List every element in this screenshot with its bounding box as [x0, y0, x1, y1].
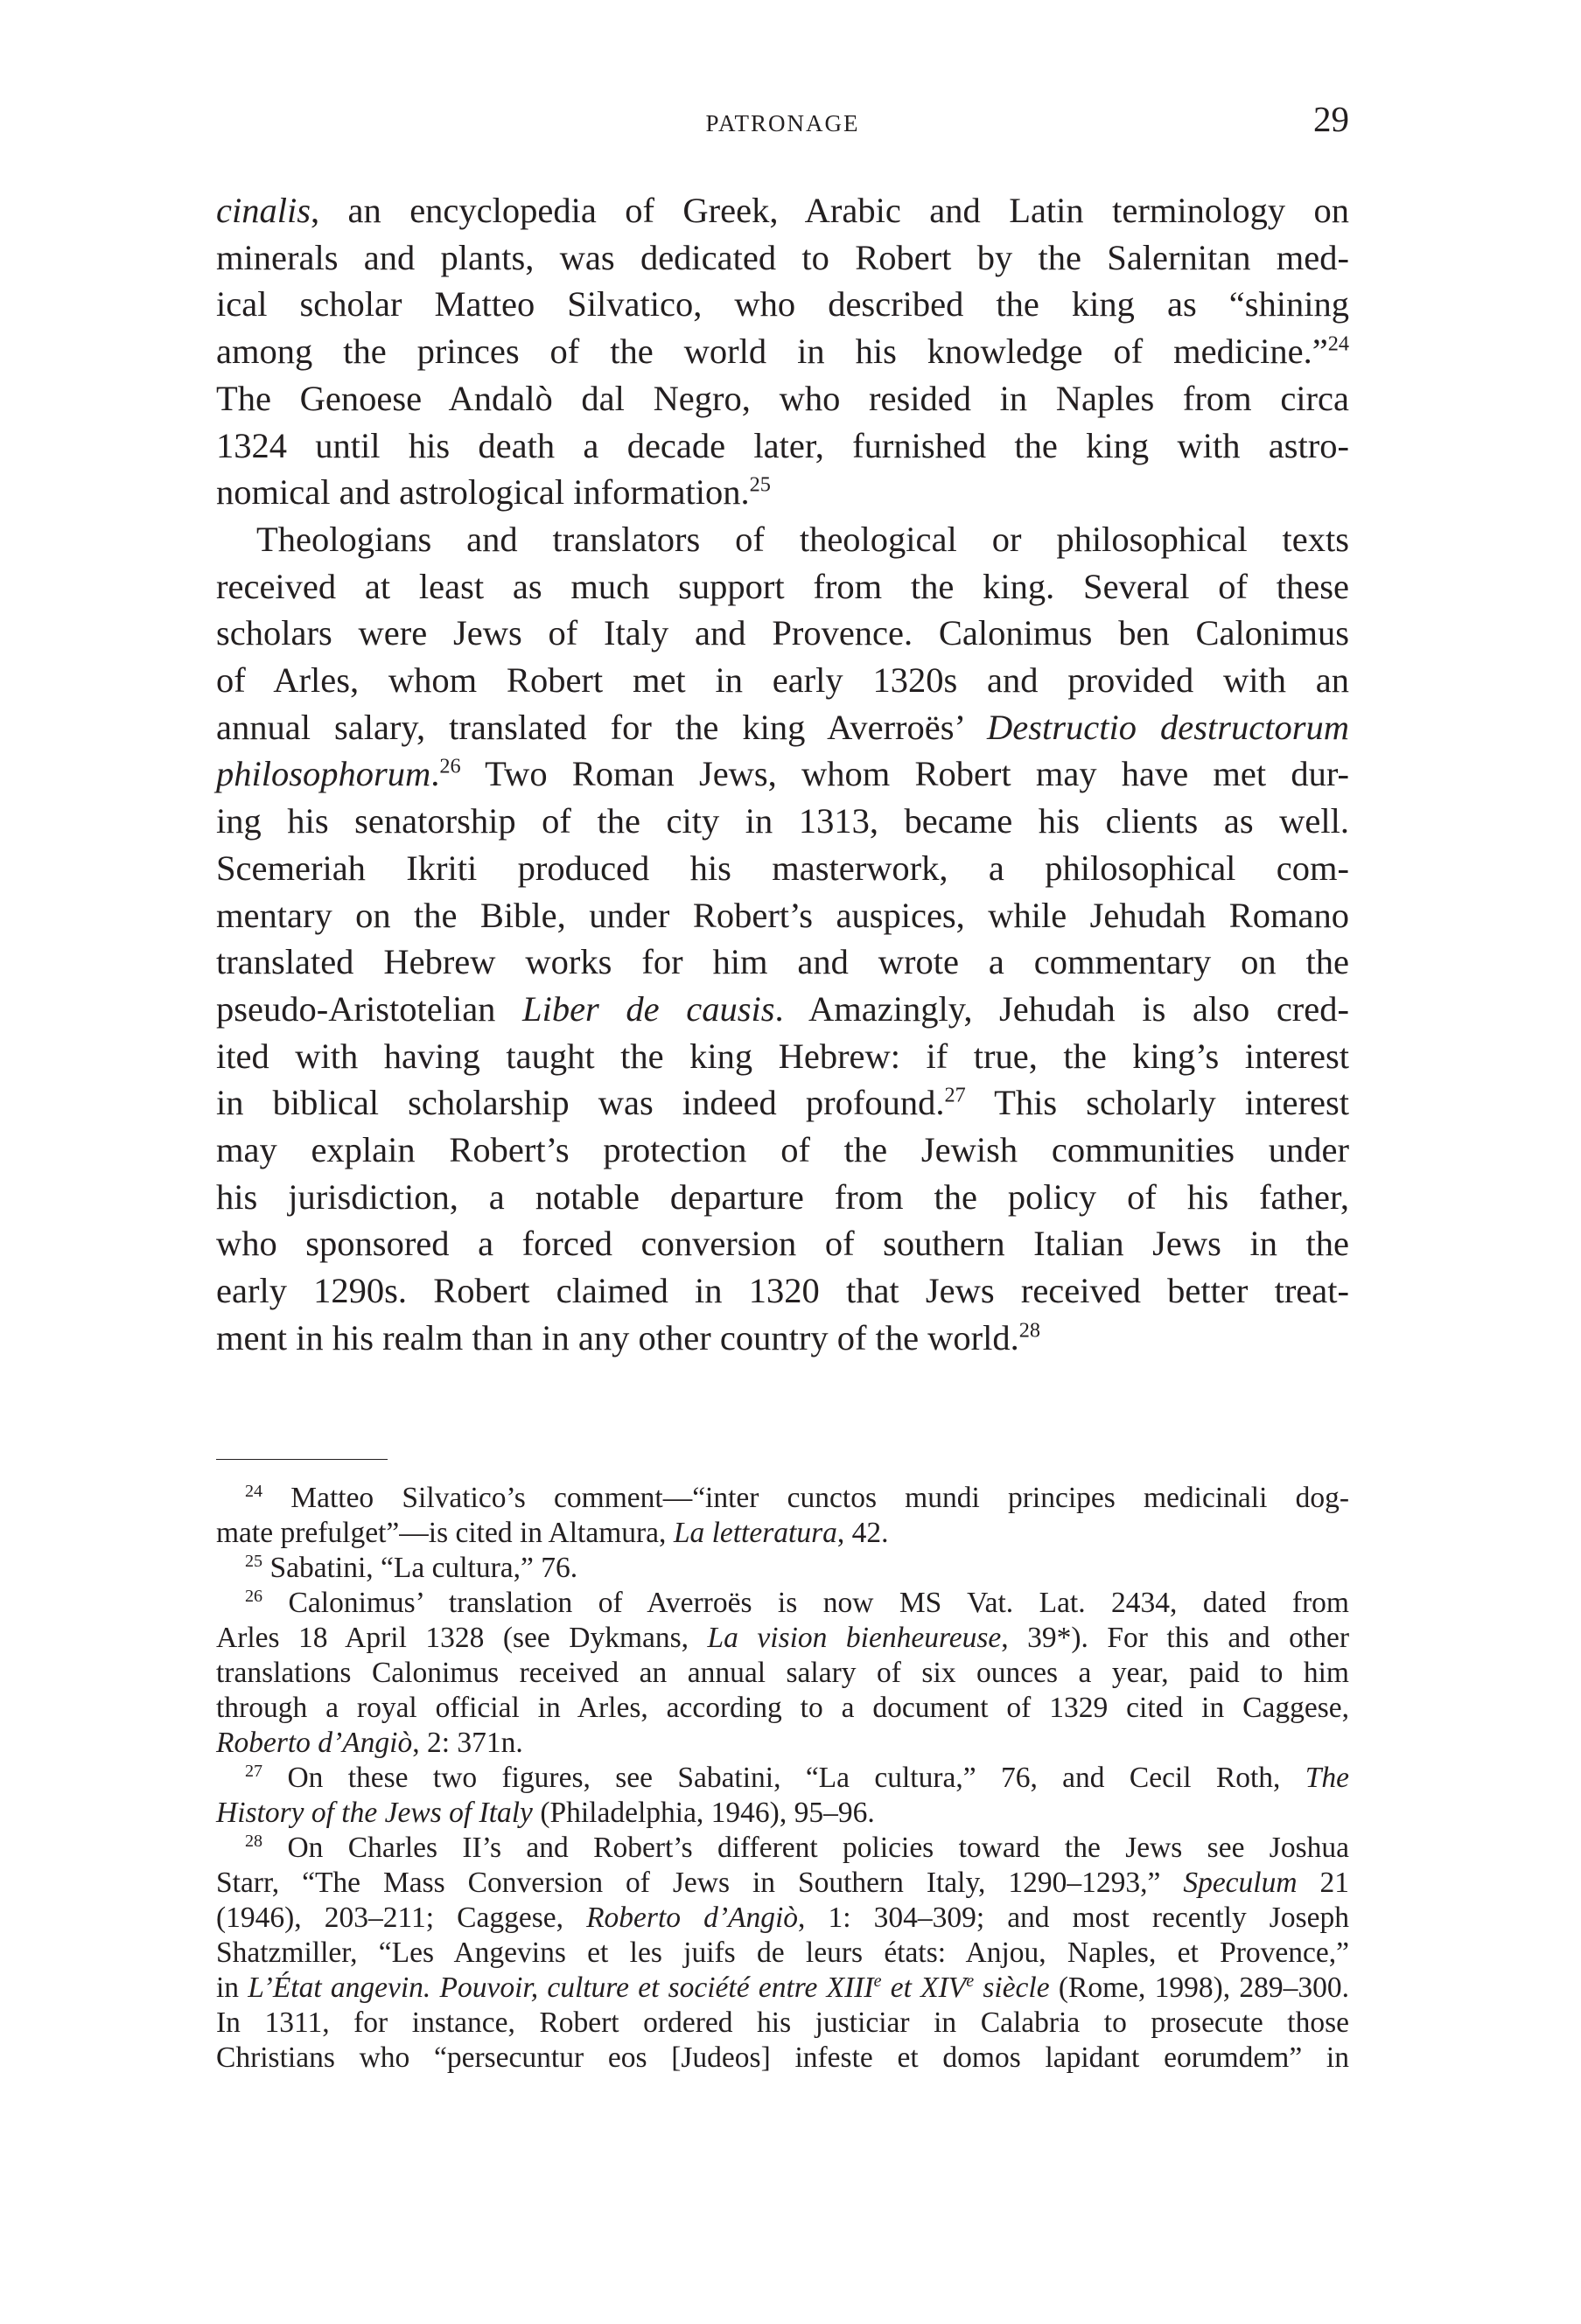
text-line: pseudo-Aristotelian Liber de causis. Amazingly, Jehudah is also cred-: [216, 988, 1349, 1029]
footnote-25: $^{25}$ Sabatini, “La cultura,” 76.: [245, 1551, 578, 1584]
footnote-27: $^{27}$ On these two figures, see Sabatini, “La cultura,” 76, and Cecil Roth, The History of the Jews of Italy (Philadelphia, 1946), 95–96.: [216, 1761, 1349, 1829]
text-line: nomical and astrological information.$^{25}$: [216, 472, 771, 513]
footnote-26: $^{26}$ Calonimus’ translation of Averroës is now MS Vat. Lat. 2434, dated from Arles 18 April 1328 (see Dykmans, La vision bienheureuse, 39*). For this and other translations Calonimus received an annual salary of six ounces a year, paid to him through a royal official in Arles, according to a document of 1329 cited in Caggese, Roberto d’Angiò, 2: 371n.: [216, 1586, 1349, 1759]
text-line: translated Hebrew works for him and wrote a commentary on the: [216, 942, 1349, 982]
text-line: scholars were Jews of Italy and Provence. Calonimus ben Calonimus: [216, 613, 1349, 653]
text-line: Theologians and translators of theological or philosophical texts: [256, 519, 1349, 559]
text-line: ited with having taught the king Hebrew: if true, the king’s interest: [216, 1036, 1349, 1076]
text-line: may explain Robert’s protection of the Jewish communities under: [216, 1130, 1349, 1170]
paragraph: [216, 516, 1349, 1362]
footnote-ref-28: 28: [1018, 1318, 1041, 1343]
text-line: ical scholar Matteo Silvatico, who described the king as “shining: [216, 284, 1349, 325]
page-number: 29: [1313, 99, 1349, 139]
text-line: annual salary, translated for the king Averroës’ Destructio destructorum: [216, 707, 1349, 747]
text-line: ment in his realm than in any other country of the world.$^{28}$: [216, 1317, 1041, 1357]
text-line: of Arles, whom Robert met in early 1320s and provided with an: [216, 660, 1349, 701]
text-line: his jurisdiction, a notable departure from the policy of his father,: [216, 1176, 1349, 1217]
footnote-ref-25: 25: [749, 472, 771, 497]
paragraph: [216, 187, 1349, 516]
text-line: mentary on the Bible, under Robert’s auspices, while Jehudah Romano: [216, 895, 1349, 935]
running-head: [216, 98, 1349, 150]
text-line: 1324 until his death a decade later, furnished the king with astro-: [216, 425, 1349, 465]
footnote-28: $^{28}$ On Charles II’s and Robert’s different policies toward the Jews see Joshua Starr, “The Mass Conversion of Jews in Southern Italy, 1290–1293,” Speculum 21 (1946), 203–211; Caggese, Roberto d’Angiò, 1: 304–309; and most recently Joseph Shatzmiller, “Les Angevins et les juifs de leurs états: Anjou, Naples, et Provence,” in L’État angevin. Pouvoir, culture et société entre XIIIe et XIVe siècle (Rome, 1998), 289–300. In 1311, for instance, Robert ordered his justiciar in Calabria to prosecute those Christians who “persecuntur eos [Judeos] infeste et domos lapidant eorumdem” in: [216, 1831, 1349, 2074]
text-line: philosophorum.$^{26}$ Two Roman Jews, whom Robert may have met dur-: [216, 754, 1349, 794]
text-line: among the princes of the world in his knowledge of medicine.”$^{24}$: [216, 332, 1349, 372]
footnote-24: $^{24}$ Matteo Silvatico’s comment—“inter cunctos mundi principes medicinali dog- mate prefulget”—is cited in Altamura, La letteratura, 42.: [216, 1481, 1349, 1549]
running-title: PATRONAGE: [705, 110, 860, 136]
main-text: [216, 187, 1349, 1362]
text-line: in biblical scholarship was indeed profound.$^{27}$ This scholarly interest: [216, 1083, 1349, 1123]
footnote-ref-27: 27: [944, 1083, 966, 1107]
text-line: ing his senatorship of the city in 1313, became his clients as well.: [216, 801, 1349, 841]
footnote-ref-24: 24: [1327, 332, 1349, 356]
footnote-ref-26: 26: [439, 754, 461, 778]
footnote-separator: [216, 1459, 388, 1460]
text-line: Scemeriah Ikriti produced his masterwork, a philosophical com-: [216, 848, 1349, 888]
text-line: minerals and plants, was dedicated to Robert by the Salernitan med-: [216, 237, 1349, 277]
text-line: The Genoese Andalò dal Negro, who resided in Naples from circa: [216, 378, 1349, 418]
text-line: received at least as much support from the king. Several of these: [216, 566, 1349, 606]
text-line: who sponsored a forced conversion of southern Italian Jews in the: [216, 1224, 1349, 1264]
footnotes: [216, 1481, 1349, 2076]
text-line: cinalis, an encyclopedia of Greek, Arabic and Latin terminology on: [216, 191, 1349, 230]
text-line: early 1290s. Robert claimed in 1320 that Jews received better treat-: [216, 1271, 1349, 1311]
